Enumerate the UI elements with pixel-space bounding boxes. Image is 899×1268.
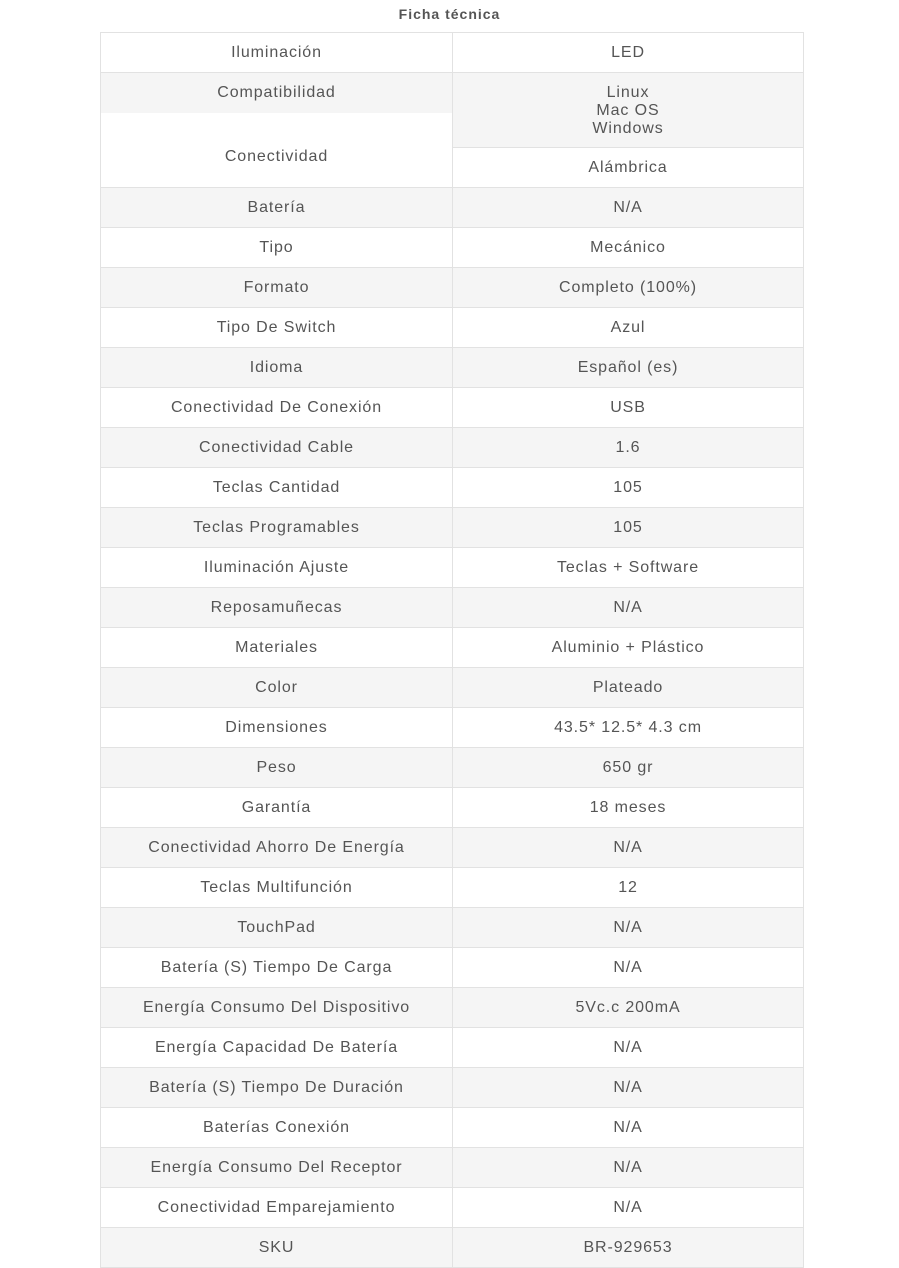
spec-label: Idioma [100,348,452,387]
table-row [100,1028,804,1068]
table-row [100,628,804,668]
spec-value: N/A [452,948,804,987]
spec-value: N/A [452,1068,804,1107]
spec-value: 12 [452,868,804,907]
spec-label: Conectividad Ahorro De Energía [100,828,452,867]
spec-label: Batería (S) Tiempo De Duración [100,1068,452,1107]
spec-label: Materiales [100,628,452,667]
spec-label: Conectividad [101,113,452,187]
table-row [100,988,804,1028]
table-row [100,228,804,268]
spec-value-group [452,73,804,187]
spec-value: N/A [452,1108,804,1147]
spec-label: Color [100,668,452,707]
spec-label: Baterías Conexión [100,1108,452,1147]
spec-value: Windows [592,120,664,137]
spec-value: 18 meses [452,788,804,827]
spec-label: SKU [100,1228,452,1267]
spec-label: Dimensiones [100,708,452,747]
spec-label: Teclas Cantidad [100,468,452,507]
table-row [100,33,804,73]
spec-value: 43.5* 12.5* 4.3 cm [452,708,804,747]
spec-label: Reposamuñecas [100,588,452,627]
spec-value: Teclas + Software [452,548,804,587]
table-row [100,468,804,508]
table-row [100,348,804,388]
page-title: Ficha técnica [398,6,501,22]
table-row [100,508,804,548]
table-row [100,388,804,428]
spec-value: 650 gr [452,748,804,787]
table-row [100,668,804,708]
table-row [100,308,804,348]
table-row [100,748,804,788]
spec-value: LED [452,33,804,72]
table-row [100,548,804,588]
spec-label: Tipo De Switch [100,308,452,347]
spec-rows [100,188,804,1268]
spec-label: Teclas Multifunción [100,868,452,907]
table-row [100,1108,804,1148]
spec-value: 105 [452,508,804,547]
table-row [100,268,804,308]
spec-label: Iluminación [100,33,452,72]
table-row [100,828,804,868]
spec-value: N/A [452,1148,804,1187]
spec-label: Compatibilidad [101,73,452,113]
spec-label: Batería [100,188,452,227]
table-row [100,428,804,468]
spec-label: Conectividad Emparejamiento [100,1188,452,1227]
spec-label: Teclas Programables [100,508,452,547]
table-row [100,1188,804,1228]
spec-label: Formato [100,268,452,307]
spec-label: Peso [100,748,452,787]
spec-value: Completo (100%) [452,268,804,307]
spec-value-compatibility [453,73,803,148]
spec-label-group [100,73,452,187]
spec-value: Aluminio + Plástico [452,628,804,667]
spec-value: 105 [452,468,804,507]
table-row [100,708,804,748]
spec-label: Batería (S) Tiempo De Carga [100,948,452,987]
table-row [100,588,804,628]
spec-value: N/A [452,1028,804,1067]
spec-label: Iluminación Ajuste [100,548,452,587]
spec-value: N/A [452,908,804,947]
spec-label: Tipo [100,228,452,267]
spec-value: N/A [452,828,804,867]
spec-value: Alámbrica [453,148,803,187]
table-row [100,788,804,828]
table-row-compatibility-connectivity [100,73,804,188]
spec-value: Mac OS [596,102,660,119]
spec-value: Español (es) [452,348,804,387]
table-row [100,1148,804,1188]
table-row [100,948,804,988]
spec-value: Plateado [452,668,804,707]
spec-value: BR-929653 [452,1228,804,1267]
table-row [100,1228,804,1268]
spec-value: 5Vc.c 200mA [452,988,804,1027]
table-row [100,188,804,228]
spec-table [100,32,804,1268]
table-row [100,1068,804,1108]
spec-value: Azul [452,308,804,347]
spec-value: 1.6 [452,428,804,467]
spec-label: TouchPad [100,908,452,947]
spec-label: Conectividad De Conexión [100,388,452,427]
spec-value: Mecánico [452,228,804,267]
spec-label: Energía Consumo Del Dispositivo [100,988,452,1027]
spec-value: N/A [452,1188,804,1227]
spec-label: Garantía [100,788,452,827]
spec-value: USB [452,388,804,427]
table-row [100,908,804,948]
spec-value: N/A [452,188,804,227]
spec-label: Energía Capacidad De Batería [100,1028,452,1067]
spec-label: Conectividad Cable [100,428,452,467]
table-row [100,868,804,908]
spec-value: Linux [606,84,650,101]
spec-label: Energía Consumo Del Receptor [100,1148,452,1187]
spec-value: N/A [452,588,804,627]
